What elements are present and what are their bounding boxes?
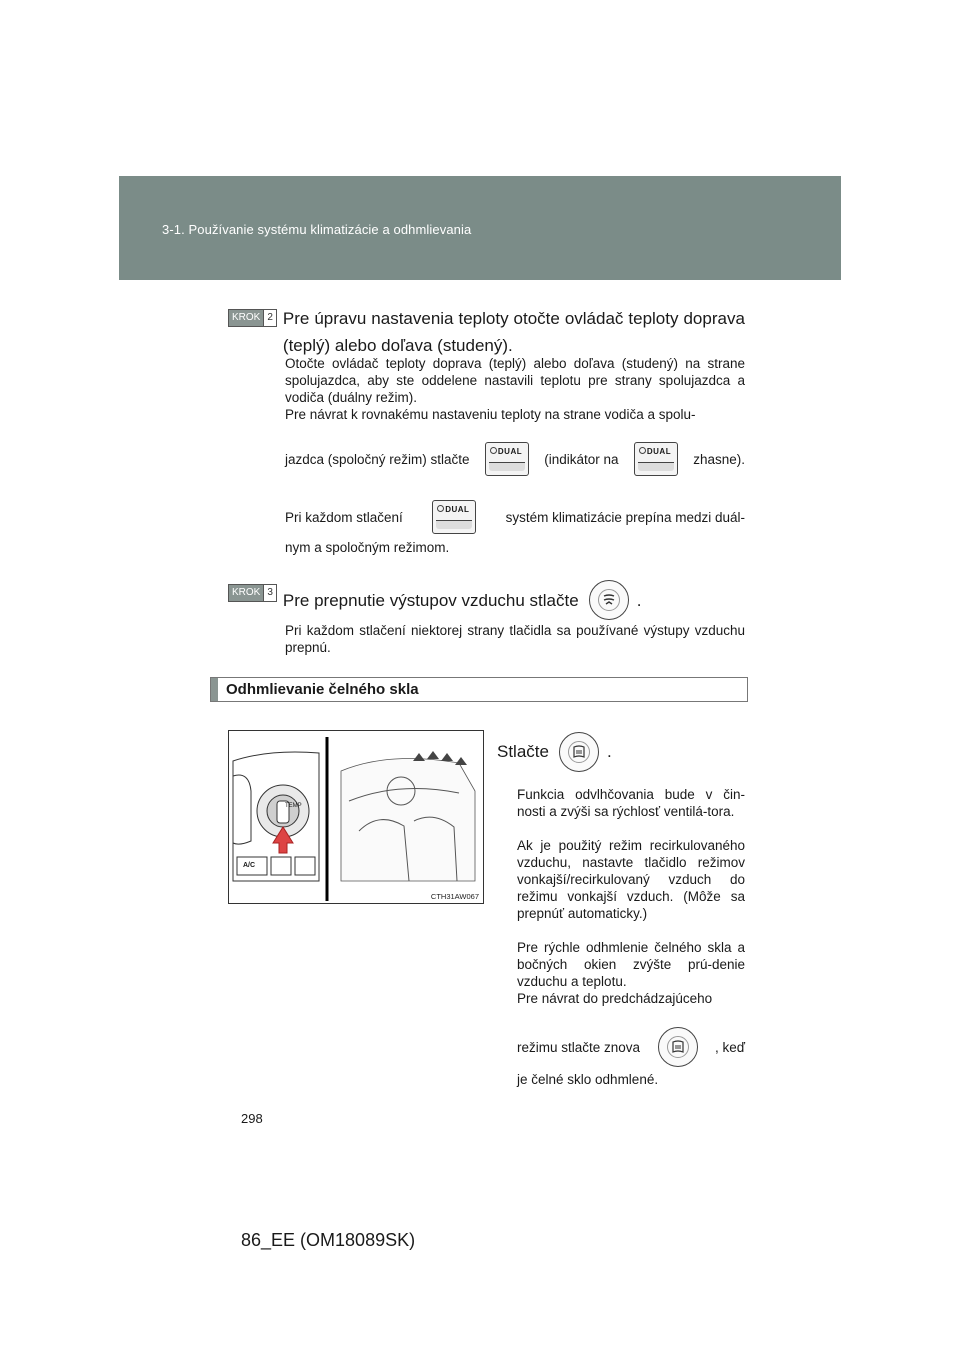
dual-label: DUAL [497,447,523,456]
defog-line-5 [517,1027,745,1067]
defog-illustration [228,730,484,904]
step-2-line-4 [285,500,745,534]
defroster-button-icon [658,1027,698,1067]
press-text: Stlačte [497,742,549,761]
line-text: , keď [714,1039,745,1055]
step-3-heading-end: . [636,590,642,610]
section-bar-defog [210,677,748,702]
step-2-para-1: Otočte ovládač teploty doprava (teplý) alebo doľava (studený) na strane spolujazdca, aby ste oddelene nastavili teplotu pre strany spolujazdca a vodiča (duálny režim). [285,356,745,405]
step-badge-number: 3 [263,585,276,601]
dual-indicator-icon [634,442,678,476]
dual-button-icon [432,500,476,534]
document-code: 86_EE (OM18089SK) [241,1230,416,1250]
line-text: Pri každom stlačení [285,509,403,525]
step-3-para: Pri každom stlačení niektorej strany tlačidla sa používané výstupy vzduchu prepnú. [285,623,745,655]
page-number: 298 [241,1111,263,1126]
section-accent [211,678,218,701]
press-end: . [606,742,612,761]
step-badge [228,309,277,327]
step-badge-label: KROK [229,310,263,326]
line-text: zhasne). [693,451,745,467]
step-badge-number: 2 [263,310,276,326]
dual-label: DUAL [445,505,470,514]
line-text: režimu stlačte znova [517,1039,641,1055]
step-3-heading-text: Pre prepnutie výstupov vzduchu stlačte [282,590,579,610]
line-text: (indikátor na [544,451,619,467]
line-text: jazdca (spoločný režim) stlačte [285,451,470,467]
step-3-heading [283,580,642,620]
dual-label: DUAL [646,447,672,456]
header-band [119,176,841,280]
defog-para-4: Pre návrat do predchádzajúceho [517,991,713,1006]
fig-temp-label: TEMP [285,803,302,809]
step-3 [228,580,641,620]
step-2-heading: Pre úpravu nastavenia teploty otočte ovládač teploty doprava (teplý) alebo doľava (studený). [282,309,745,355]
section-header-title: 3-1. Používanie systému klimatizácie a odhmlievania [162,222,472,237]
dual-button-icon [485,442,529,476]
defog-press-line [497,732,612,772]
defog-para-2: Ak je použitý režim recirkulovaného vzduchu, nastavte tlačidlo režimov vonkajší/recirkulovaný vzduch do režimu vonkajší vzduch. (Môže sa prepnúť automaticky.) [517,838,745,921]
step-2-line-5: nym a spoločným režimom. [285,540,450,555]
step-badge-label: KROK [229,585,263,601]
defog-line-6: je čelné sklo odhmlené. [517,1072,659,1087]
air-outlet-button-icon [589,580,629,620]
line-text: systém klimatizácie prepína medzi duál- [505,509,745,525]
figure-code: CTH31AW067 [430,892,479,901]
fig-ac-label: A/C [243,862,256,869]
step-2-para-2: Pre návrat k rovnakému nastaveniu teploty na strane vodiča a spolu- [285,407,696,422]
defog-para-3: Pre rýchle odhmlenie čelného skla a bočných okien zvýšte prú-denie vzduchu a teplotu. [517,940,745,989]
step-2 [228,305,745,359]
defog-para-1: Funkcia odvlhčovania bude v čin-nosti a zvýši sa rýchlosť ventilá-tora. [517,787,745,819]
step-badge [228,584,277,602]
section-title: Odhmlievanie čelného skla [226,681,419,698]
defroster-button-icon [559,732,599,772]
step-2-line-3 [285,442,745,476]
